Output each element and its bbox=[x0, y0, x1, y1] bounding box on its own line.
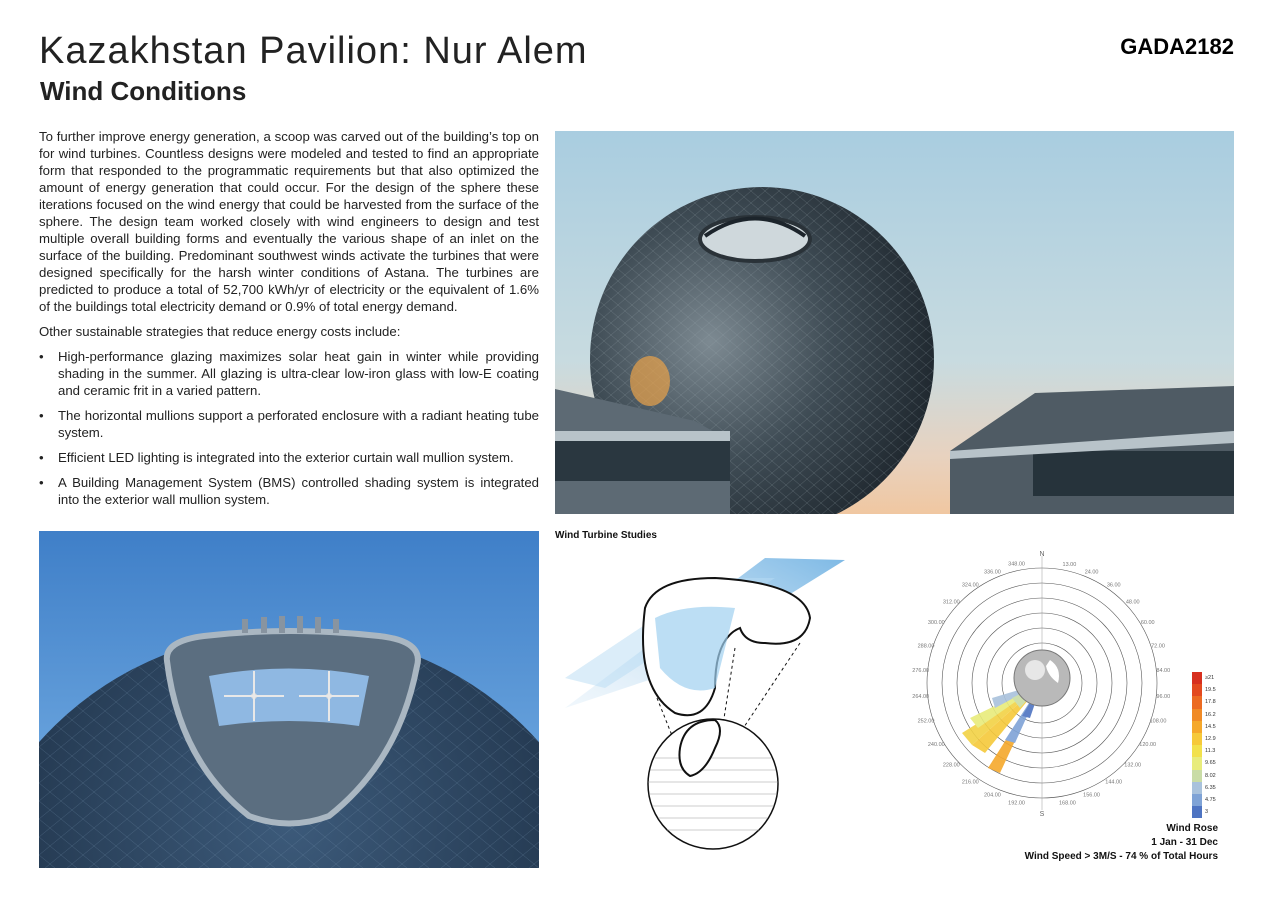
legend-swatch bbox=[1192, 770, 1202, 782]
rose-angle-label: 324.00 bbox=[961, 582, 979, 589]
legend-label: 3 bbox=[1205, 809, 1209, 816]
legend-label: 17.8 bbox=[1205, 699, 1216, 706]
document-code: GADA2182 bbox=[1120, 34, 1234, 59]
legend-row bbox=[1192, 684, 1216, 696]
rose-angle-label: 13.00 bbox=[1062, 562, 1077, 569]
wind-rose-caption bbox=[1025, 822, 1218, 864]
legend-swatch bbox=[1192, 794, 1202, 806]
wind-rose-chart bbox=[900, 548, 1200, 818]
rose-angle-label: 300.00 bbox=[927, 620, 945, 626]
legend-row bbox=[1192, 696, 1216, 708]
rose-angle-label: 240.00 bbox=[927, 742, 945, 748]
legend-swatch bbox=[1192, 721, 1202, 733]
list-item: • Efficient LED lighting is integrated into the exterior curtain wall mullion system. bbox=[39, 449, 539, 466]
turbine-study-diagram bbox=[565, 548, 855, 853]
rose-angle-label: 204.00 bbox=[983, 792, 1001, 799]
rose-angle-label: 276.00 bbox=[912, 668, 930, 675]
legend-label: ≥21 bbox=[1205, 675, 1215, 682]
rose-angle-label: 168.00 bbox=[1058, 800, 1076, 807]
turbine-caption: Wind Turbine Studies bbox=[555, 530, 657, 541]
rose-angle-label: 288.00 bbox=[917, 643, 935, 650]
inlet-detail-photo bbox=[39, 531, 539, 868]
rose-angle-label: 84.00 bbox=[1156, 668, 1171, 675]
compass-north: N bbox=[1039, 551, 1045, 558]
rose-angle-label: 48.00 bbox=[1125, 599, 1140, 606]
rose-angle-label: 108.00 bbox=[1149, 718, 1167, 725]
legend-label: 9.65 bbox=[1205, 760, 1216, 767]
sphere-dusk-photo bbox=[555, 131, 1234, 514]
legend-label: 8.02 bbox=[1205, 772, 1216, 779]
legend-swatch bbox=[1192, 757, 1202, 769]
legend-swatch bbox=[1192, 672, 1202, 684]
rose-angle-label: 252.00 bbox=[917, 718, 935, 725]
list-item: • A Building Management System (BMS) controlled shading system is integrated into the exterior wall mullion system. bbox=[39, 474, 539, 508]
legend-row bbox=[1192, 782, 1216, 794]
rose-angle-label: 60.00 bbox=[1140, 620, 1155, 626]
compass-south: S bbox=[1039, 811, 1045, 818]
legend-label: 12.9 bbox=[1205, 736, 1216, 743]
rose-angle-label: 36.00 bbox=[1106, 582, 1121, 589]
rose-caption-speed: Wind Speed > 3M/S - 74 % of Total Hours bbox=[1024, 851, 1218, 862]
legend-swatch bbox=[1192, 684, 1202, 696]
legend-row bbox=[1192, 757, 1216, 769]
rose-angle-label: 228.00 bbox=[942, 762, 960, 769]
list-item: • High-performance glazing maximizes solar heat gain in winter while providing shading in the summer. All glazing is ultra-clear low-iron glass with low-E coating and ceramic frit in a varied pattern. bbox=[39, 348, 539, 399]
legend-swatch bbox=[1192, 696, 1202, 708]
rose-angle-label: 96.00 bbox=[1156, 693, 1171, 700]
rose-angle-label: 216.00 bbox=[961, 779, 979, 786]
wind-speed-legend bbox=[1192, 672, 1216, 818]
rose-angle-label: 348.00 bbox=[1008, 561, 1026, 568]
legend-label: 11.3 bbox=[1205, 748, 1216, 755]
page-title: Kazakhstan Pavilion: Nur Alem bbox=[39, 30, 588, 72]
rose-angle-label: 144.00 bbox=[1105, 779, 1123, 786]
rose-angle-label: 120.00 bbox=[1139, 742, 1157, 748]
rose-angle-label: 336.00 bbox=[983, 569, 1001, 576]
legend-row bbox=[1192, 709, 1216, 721]
rose-angle-label: 156.00 bbox=[1083, 792, 1101, 799]
rose-caption-dates: 1 Jan - 31 Dec bbox=[1151, 837, 1218, 848]
paragraph-strategies: Other sustainable strategies that reduce energy costs include: bbox=[39, 324, 401, 339]
rose-angle-label: 312.00 bbox=[942, 599, 960, 606]
page-subtitle: Wind Conditions bbox=[40, 76, 247, 106]
list-item: • The horizontal mullions support a perforated enclosure with a radiant heating tube system. bbox=[39, 407, 539, 441]
rose-angle-label: 24.00 bbox=[1084, 569, 1099, 576]
rose-angle-label: 72.00 bbox=[1151, 643, 1165, 650]
legend-label: 19.5 bbox=[1205, 687, 1216, 694]
rose-caption-title: Wind Rose bbox=[1166, 823, 1218, 834]
legend-row bbox=[1192, 745, 1216, 757]
legend-row bbox=[1192, 770, 1216, 782]
strategy-list bbox=[39, 348, 539, 508]
legend-label: 6.35 bbox=[1205, 784, 1216, 791]
legend-swatch bbox=[1192, 733, 1202, 745]
rose-angle-label: 192.00 bbox=[1008, 800, 1026, 807]
legend-row bbox=[1192, 721, 1216, 733]
legend-label: 16.2 bbox=[1205, 711, 1216, 718]
rose-angle-label: 264.00 bbox=[912, 693, 930, 700]
legend-swatch bbox=[1192, 806, 1202, 818]
legend-row bbox=[1192, 672, 1216, 684]
legend-swatch bbox=[1192, 782, 1202, 794]
legend-label: 14.5 bbox=[1205, 723, 1216, 730]
legend-swatch bbox=[1192, 709, 1202, 721]
legend-swatch bbox=[1192, 745, 1202, 757]
legend-label: 4.75 bbox=[1205, 796, 1216, 803]
legend-row bbox=[1192, 733, 1216, 745]
legend-row bbox=[1192, 794, 1216, 806]
paragraph-energy: To further improve energy generation, a scoop was carved out of the building’s top on for wind turbines. Countless designs were modeled and tested to find an appropriate form that responded to the programmatic requirements but that also optimized the amount of energy generation that could occur. For the design of the sphere these iterations focused on the wind energy that could be harvested from the surface of the sphere. The design team worked closely with wind engineers to design and test multiple overall building forms and eventually the various shape of an inlet on the surface of the building. Predominant southwest winds activate the turbines that were designed specifically for the harsh winter conditions of Astana. The turbines are predicted to produce a total of 52,700 kWh/yr of electricity or the equivalent of 1.6% of the buildings total electricity demand or 0.9% of total energy demand. bbox=[39, 129, 539, 314]
body-text bbox=[39, 128, 539, 516]
legend-row bbox=[1192, 806, 1216, 818]
rose-angle-label: 132.00 bbox=[1124, 762, 1142, 769]
